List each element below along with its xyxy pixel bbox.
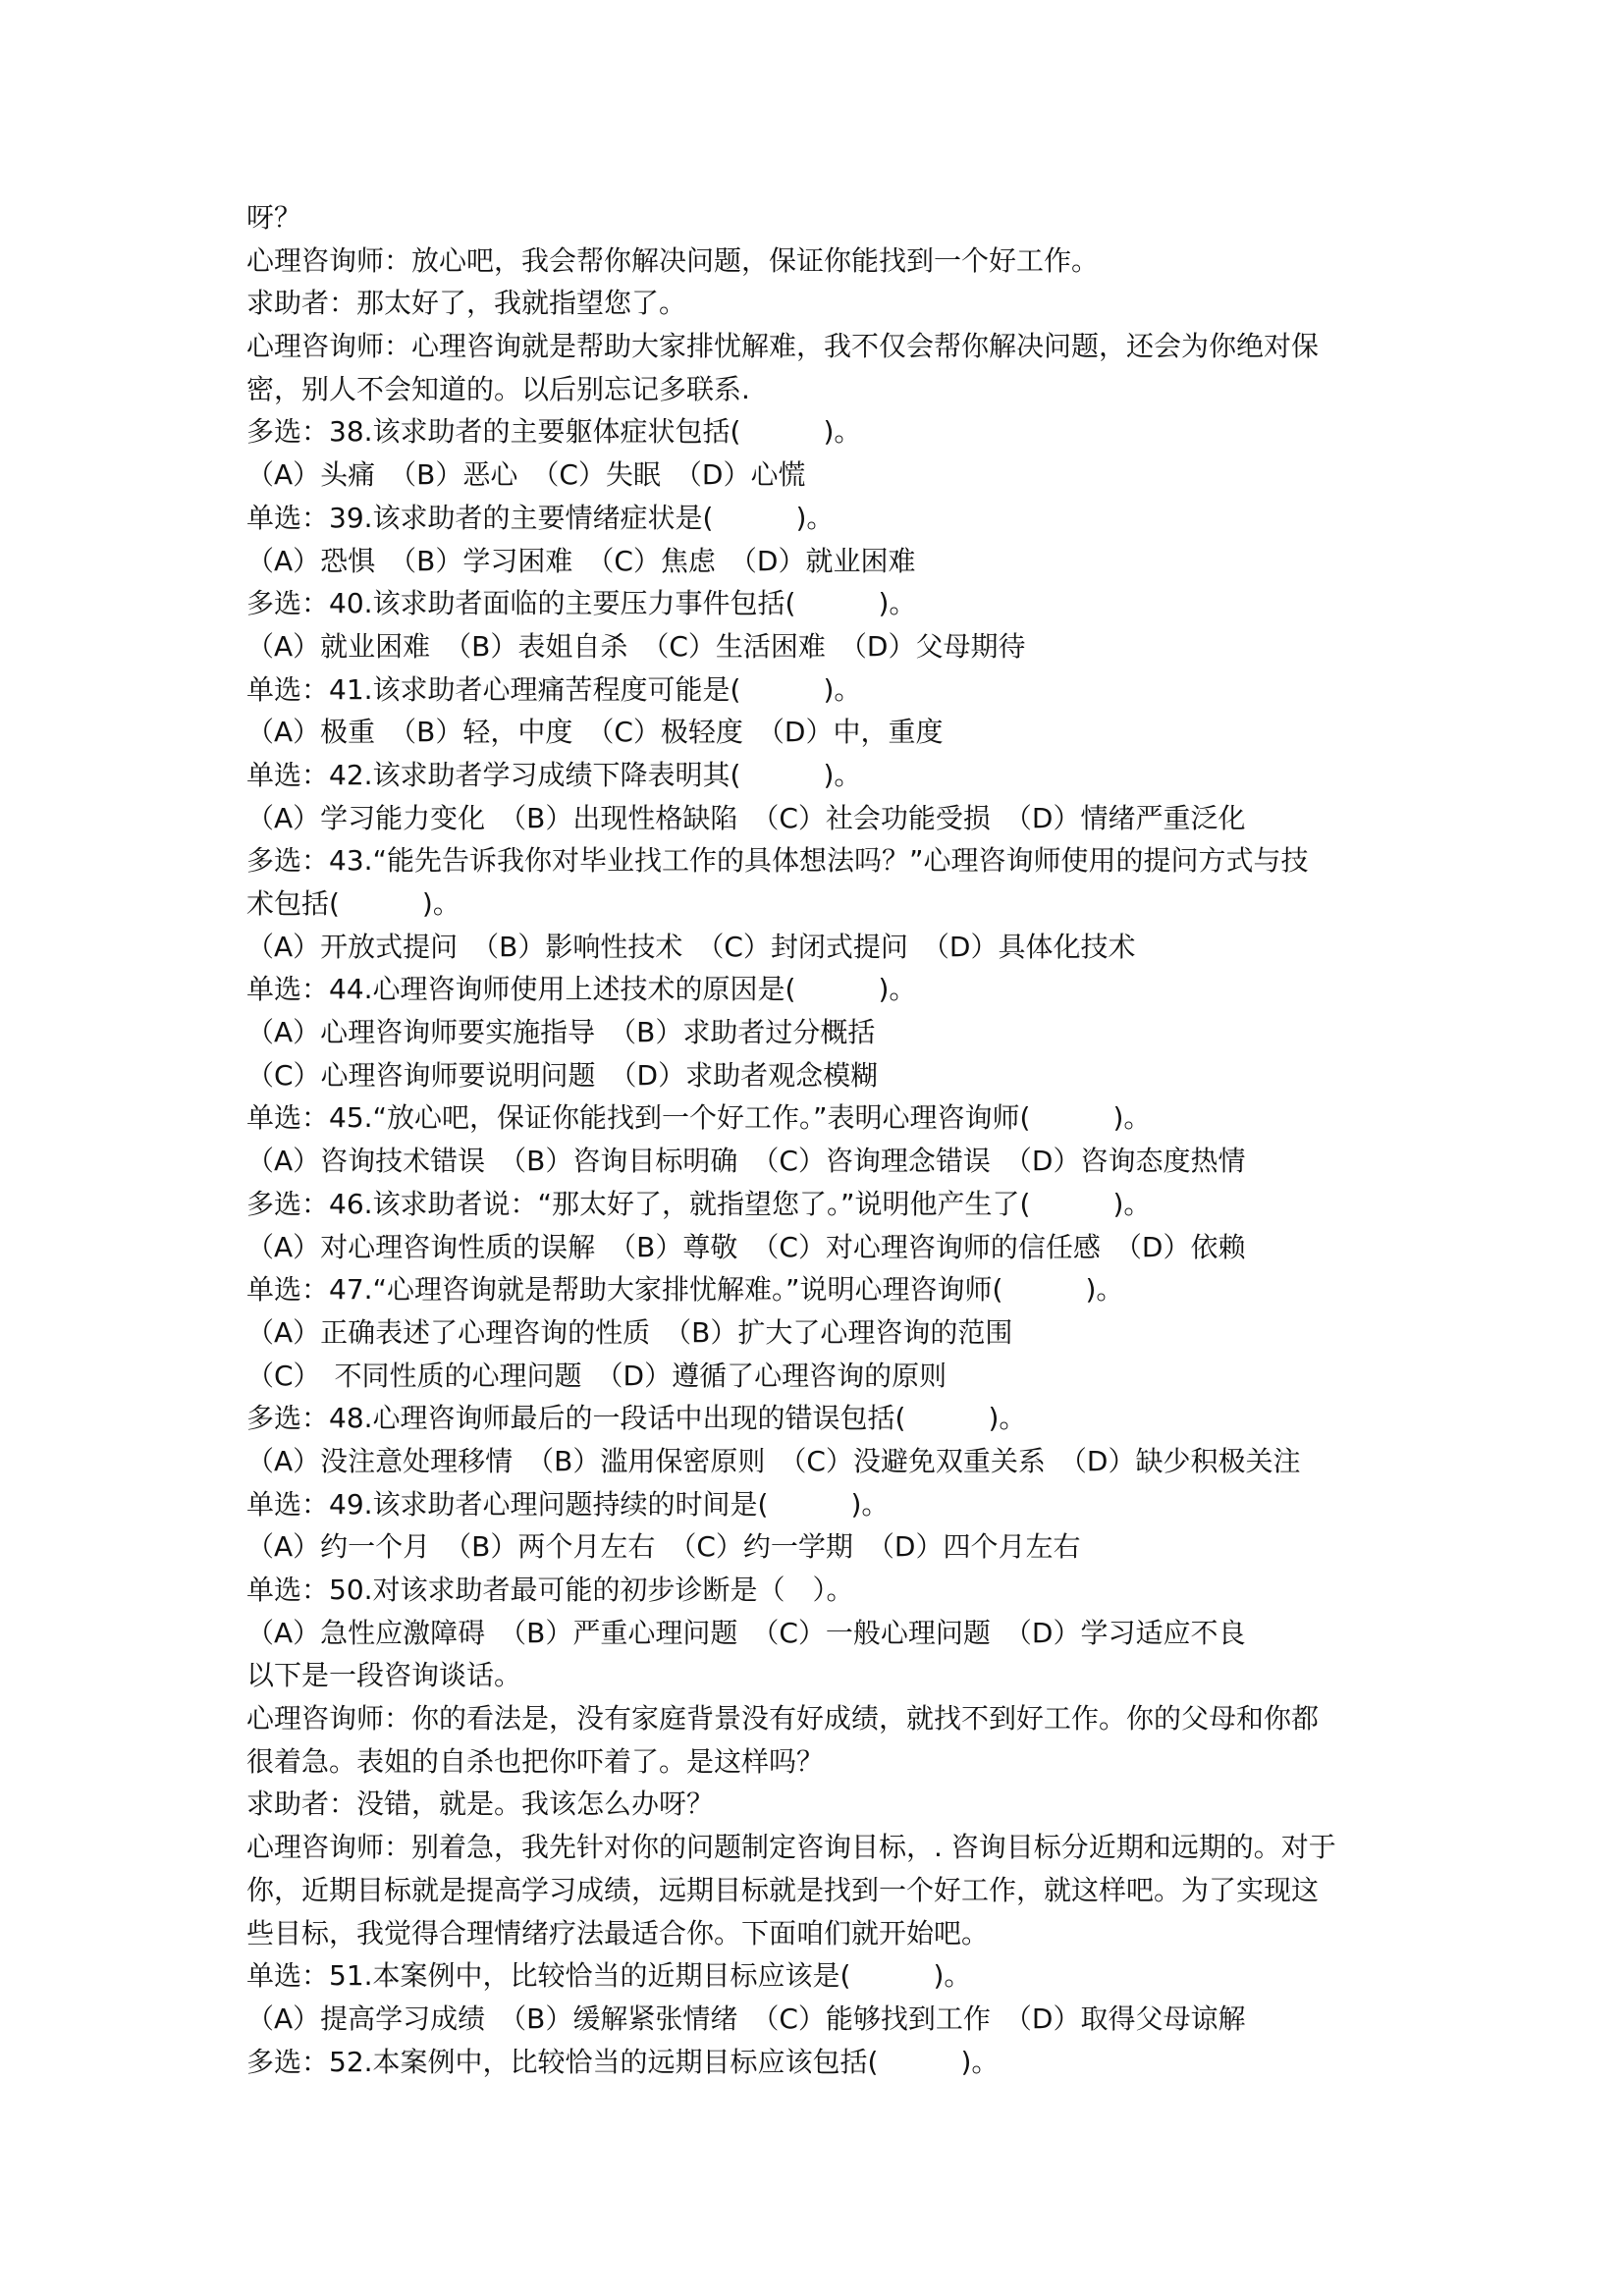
- options-line: （A）心理咨询师要实施指导 （B）求助者过分概括: [246, 1016, 876, 1049]
- options-line: （A）正确表述了心理咨询的性质 （B）扩大了心理咨询的范围: [246, 1315, 1013, 1349]
- text-line: 密，别人不会知道的。以后别忘记多联系.: [246, 372, 750, 405]
- question-line: 多选：52.本案例中，比较恰当的远期目标应该包括( )。: [246, 2045, 1000, 2078]
- text-line: 心理咨询师：心理咨询就是帮助大家排忧解难，我不仅会帮你解决问题，还会为你绝对保: [246, 330, 1320, 363]
- options-line: （A）开放式提问 （B）影响性技术 （C）封闭式提问 （D）具体化技术: [246, 930, 1136, 963]
- question-line: 单选：47.“心理咨询就是帮助大家排忧解难。”说明心理咨询师( )。: [246, 1273, 1124, 1307]
- text-line: 呀？: [246, 201, 302, 234]
- question-line: 单选：49.该求助者心理问题持续的时间是( )。: [246, 1487, 890, 1521]
- options-line: （A）没注意处理移情 （B）滥用保密原则 （C）没避免双重关系 （D）缺少积极关注: [246, 1444, 1301, 1477]
- question-line: 多选：46.该求助者说：“那太好了，就指望您了。”说明他产生了( )。: [246, 1187, 1152, 1220]
- options-line: （A）极重 （B）轻，中度 （C）极轻度 （D）中，重度: [246, 716, 944, 749]
- question-line: 单选：45.“放心吧，保证你能找到一个好工作。”表明心理咨询师( )。: [246, 1101, 1152, 1135]
- options-line: （A）咨询技术错误 （B）咨询目标明确 （C）咨询理念错误 （D）咨询态度热情: [246, 1145, 1246, 1178]
- text-line: 以下是一段咨询谈话。: [246, 1659, 522, 1692]
- question-line: 多选：48.心理咨询师最后的一段话中出现的错误包括( )。: [246, 1402, 1027, 1435]
- options-line: （C）心理咨询师要说明问题 （D）求助者观念模糊: [246, 1058, 879, 1092]
- options-line: （A）就业困难 （B）表姐自杀 （C）生活困难 （D）父母期待: [246, 629, 1026, 663]
- options-line: （A）恐惧 （B）学习困难 （C）焦虑 （D）就业困难: [246, 544, 916, 577]
- question-line: 单选：39.该求助者的主要情绪症状是( )。: [246, 501, 835, 534]
- options-line: （A）对心理咨询性质的误解 （B）尊敬 （C）对心理咨询师的信任感 （D）依赖: [246, 1230, 1246, 1263]
- document-page: [246, 196, 1405, 2083]
- question-line: 术包括( )。: [246, 887, 460, 920]
- question-line: 多选：38.该求助者的主要躯体症状包括( )。: [246, 415, 862, 449]
- text-line: 求助者：那太好了，我就指望您了。: [246, 287, 687, 320]
- question-line: 多选：40.该求助者面临的主要压力事件包括( )。: [246, 587, 917, 620]
- question-line: 多选：43.“能先告诉我你对毕业找工作的具体想法吗？”心理咨询师使用的提问方式与技: [246, 844, 1309, 878]
- text-line: 心理咨询师：放心吧，我会帮你解决问题，保证你能找到一个好工作。: [246, 243, 1100, 277]
- text-line: 心理咨询师：别着急，我先针对你的问题制定咨询目标，. 咨询目标分近期和远期的。对于: [246, 1831, 1336, 1864]
- text-line: 很着急。表姐的自杀也把你吓着了。是这样吗？: [246, 1744, 825, 1778]
- text-line: 心理咨询师：你的看法是，没有家庭背景没有好成绩，就找不到好工作。你的父母和你都: [246, 1702, 1320, 1735]
- options-line: （A）头痛 （B）恶心 （C）失眠 （D）心慌: [246, 458, 806, 492]
- text-line: 些目标，我觉得合理情绪疗法最适合你。下面咱们就开始吧。: [246, 1916, 990, 1949]
- text-line: 你，近期目标就是提高学习成绩，远期目标就是找到一个好工作，就这样吧。为了实现这: [246, 1873, 1320, 1906]
- options-line: （A）学习能力变化 （B）出现性格缺陷 （C）社会功能受损 （D）情绪严重泛化: [246, 801, 1246, 834]
- question-line: 单选：50.对该求助者最可能的初步诊断是（ ）。: [246, 1574, 854, 1606]
- question-line: 单选：42.该求助者学习成绩下降表明其( )。: [246, 758, 862, 791]
- question-line: 单选：51.本案例中，比较恰当的近期目标应该是( )。: [246, 1959, 972, 1993]
- options-line: （A）约一个月 （B）两个月左右 （C）约一学期 （D）四个月左右: [246, 1530, 1081, 1564]
- question-line: 单选：41.该求助者心理痛苦程度可能是( )。: [246, 672, 862, 706]
- text-line: 求助者：没错，就是。我该怎么办呀？: [246, 1788, 715, 1821]
- options-line: （A）急性应激障碍 （B）严重心理问题 （C）一般心理问题 （D）学习适应不良: [246, 1616, 1246, 1649]
- question-line: 单选：44.心理咨询师使用上述技术的原因是( )。: [246, 973, 917, 1006]
- options-line: （C） 不同性质的心理问题 （D）遵循了心理咨询的原则: [246, 1359, 947, 1392]
- options-line: （A）提高学习成绩 （B）缓解紧张情绪 （C）能够找到工作 （D）取得父母谅解: [246, 2002, 1246, 2035]
